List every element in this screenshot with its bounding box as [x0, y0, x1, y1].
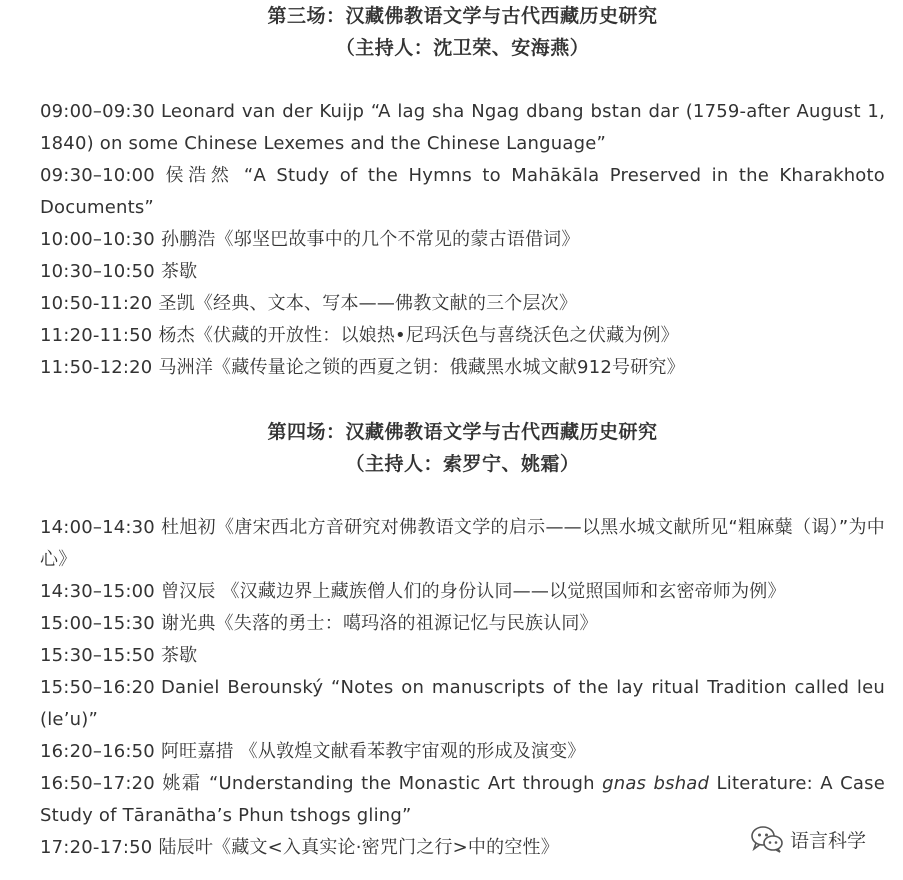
schedule-list [40, 512, 885, 864]
schedule-item [40, 160, 885, 224]
talk-title: 圣凯《经典、文本、写本——佛教文献的三个层次》 [158, 293, 578, 314]
watermark-label: 语言科学 [790, 829, 867, 852]
time-slot: 16:20–16:50 [40, 741, 155, 762]
session-title: 第三场：汉藏佛教语文学与古代西藏历史研究 [267, 5, 658, 27]
schedule-item [40, 576, 885, 608]
time-slot: 17:20-17:50 [40, 837, 153, 858]
schedule-item [40, 768, 885, 832]
talk-title: 陆辰叶《藏文<入真实论·密咒门之行>中的空性》 [158, 837, 559, 858]
talk-title: 曾汉辰 《汉藏边界上藏族僧人们的身份认同——以觉照国师和玄密帝师为例》 [160, 581, 786, 602]
time-slot: 09:30–10:00 [40, 165, 155, 186]
schedule-item [40, 640, 885, 672]
wechat-icon [750, 824, 784, 854]
session-4 [0, 416, 903, 864]
talk-title: 杨杰《伏藏的开放性：以娘热•尼玛沃色与喜绕沃色之伏藏为例》 [158, 325, 679, 346]
schedule-item [40, 352, 885, 384]
time-slot: 14:30–15:00 [40, 581, 155, 602]
talk-title: 孙鹏浩《邬坚巴故事中的几个不常见的蒙古语借词》 [160, 229, 580, 250]
talk-title: 马洲洋《藏传量论之锁的西夏之钥：俄藏黑水城文献912号研究》 [158, 357, 685, 378]
schedule-item [40, 224, 885, 256]
time-slot: 16:50–17:20 [40, 773, 155, 794]
talk-title: Leonard van der Kuijp “A lag sha Ngag dbang bstan dar (1759-after August 1, 1840) on some Chinese Lexemes and the Chinese Language” [40, 101, 885, 154]
time-slot: 14:00–14:30 [40, 517, 155, 538]
session-title: 第四场：汉藏佛教语文学与古代西藏历史研究 [267, 421, 658, 443]
talk-title: Daniel Berounský “Notes on manuscripts of the lay ritual Tradition called leu (le’u)” [40, 677, 885, 730]
schedule-item [40, 512, 885, 576]
talk-title-part: Literature: A Case Study of Tāranātha’s Phun tshogs gling” [40, 773, 886, 826]
talk-title: 杜旭初《唐宋西北方音研究对佛教语文学的启示——以黑水城文献所见“粗麻糵（谒）”为中心》 [40, 517, 885, 570]
time-slot: 15:50–16:20 [40, 677, 155, 698]
talk-title: 茶歇 [160, 645, 198, 666]
talk-title: 阿旺嘉措 《从敦煌文献看苯教宇宙观的形成及演变》 [160, 741, 586, 762]
time-slot: 11:20-11:50 [40, 325, 153, 346]
schedule-item [40, 288, 885, 320]
schedule-item [40, 736, 885, 768]
time-slot: 15:30–15:50 [40, 645, 155, 666]
time-slot: 10:50-11:20 [40, 293, 153, 314]
session-3 [0, 0, 903, 384]
talk-title: 谢光典《失落的勇士：噶玛洛的祖源记忆与民族认同》 [160, 613, 598, 634]
talk-title: 侯浩然 “A Study of the Hymns to Mahākāla Preserved in the Kharakhoto Documents” [40, 165, 885, 218]
schedule-item [40, 96, 885, 160]
time-slot: 11:50-12:20 [40, 357, 153, 378]
schedule-item [40, 672, 885, 736]
schedule-list [40, 96, 885, 384]
schedule-item [40, 320, 885, 352]
schedule-item [40, 608, 885, 640]
session-hosts: （主持人：沈卫荣、安海燕） [335, 37, 590, 59]
time-slot: 09:00–09:30 [40, 101, 155, 122]
talk-title: 茶歇 [160, 261, 198, 282]
time-slot: 15:00–15:30 [40, 613, 155, 634]
time-slot: 10:30–10:50 [40, 261, 155, 282]
talk-title-part: 姚霜 “Understanding the Monastic Art through [160, 773, 603, 794]
account-watermark [750, 824, 866, 854]
session-hosts: （主持人：索罗宁、姚霜） [345, 453, 580, 475]
talk-title-italic: gnas bshad [602, 773, 710, 794]
time-slot: 10:00–10:30 [40, 229, 155, 250]
schedule-item [40, 256, 885, 288]
